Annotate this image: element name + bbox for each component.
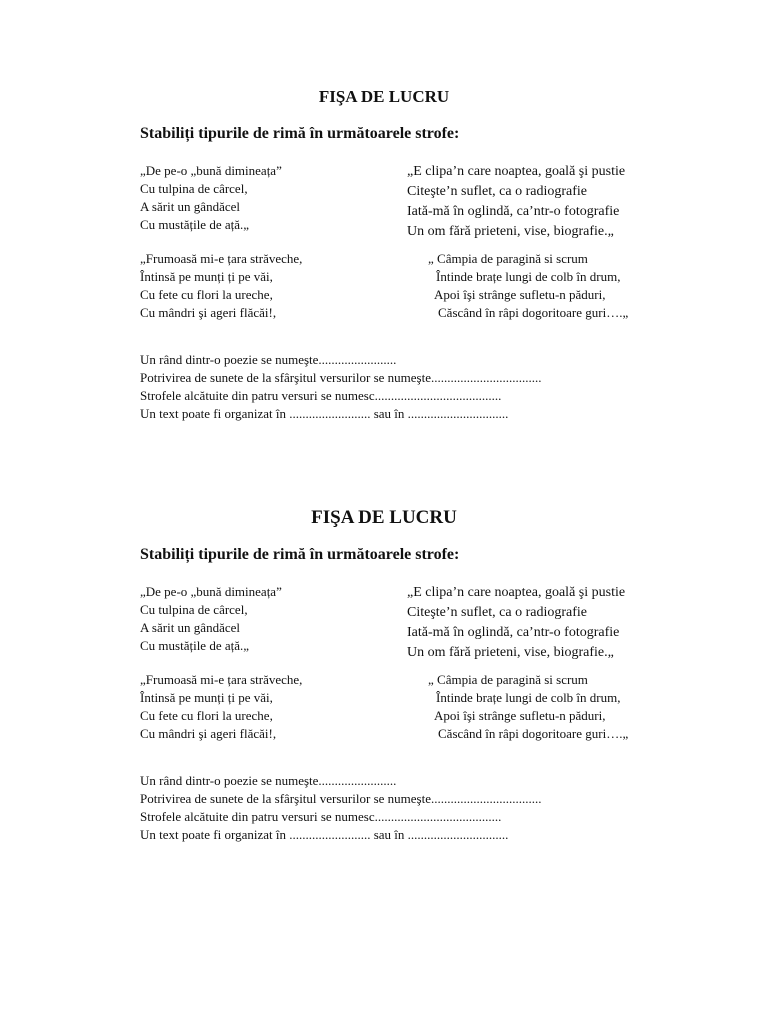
stanza-3 xyxy=(140,250,302,322)
worksheet-title: FIŞA DE LUCRU xyxy=(318,87,450,106)
verse-line: Întinsă pe munți ți pe văi, xyxy=(140,690,273,705)
question-line: Strofele alcătuite din patru versuri se numesc....................................... xyxy=(140,388,502,403)
verse-line: „E clipa’n care noaptea, goală şi pustie xyxy=(407,164,626,179)
worksheet-title: FIŞA DE LUCRU xyxy=(311,507,457,528)
verse-line: Căscând în râpi dogoritoare guri….„ xyxy=(438,305,629,320)
stanza-3 xyxy=(140,671,302,743)
verse-line: Căscând în râpi dogoritoare guri….„ xyxy=(438,726,629,741)
verse-line: Un om fără prieteni, vise, biografie.„ xyxy=(407,645,614,660)
fill-in-questions xyxy=(140,351,541,423)
verse-line: Cu mustățile de ață.„ xyxy=(140,217,250,232)
stanza-1 xyxy=(140,583,282,655)
question-line: Strofele alcătuite din patru versuri se numesc....................................... xyxy=(140,809,502,824)
verse-line: Iată-mă în oglindă, ca’ntr-o fotografie xyxy=(407,204,620,219)
verse-line: „De pe-o „bună dimineața” xyxy=(140,163,282,178)
verse-line: A sărit un gândăcel xyxy=(140,620,240,635)
verse-line: Iată-mă în oglindă, ca’ntr-o fotografie xyxy=(407,625,620,640)
question-line: Un rând dintr-o poezie se numeşte........................ xyxy=(140,352,397,367)
worksheet-instruction: Stabiliți tipurile de rimă în următoarele strofe: xyxy=(140,125,460,142)
verse-line: „De pe-o „bună dimineața” xyxy=(140,584,282,599)
verse-line: Citeşte’n suflet, ca o radiografie xyxy=(407,184,587,199)
stanza-2 xyxy=(407,583,625,663)
verse-line: Cu mustățile de ață.„ xyxy=(140,638,250,653)
verse-line: Cu tulpina de cârcel, xyxy=(140,602,248,617)
verse-line: Cu tulpina de cârcel, xyxy=(140,181,248,196)
verse-line: Apoi îşi strânge sufletu-n păduri, xyxy=(434,708,606,723)
stanza-4 xyxy=(428,250,628,322)
worksheet-2 xyxy=(0,507,768,927)
verse-line: Întinde brațe lungi de colb în drum, xyxy=(436,269,621,284)
verse-line: Citeşte’n suflet, ca o radiografie xyxy=(407,605,587,620)
verse-line: Un om fără prieteni, vise, biografie.„ xyxy=(407,224,614,239)
question-line: Potrivirea de sunete de la sfârşitul versurilor se numeşte.................................. xyxy=(140,791,542,806)
verse-line: „Frumoasă mi-e țara străveche, xyxy=(140,251,303,266)
worksheet-instruction: Stabiliți tipurile de rimă în următoarele strofe: xyxy=(140,546,460,563)
verse-line: Întinsă pe munți ți pe văi, xyxy=(140,269,273,284)
verse-line: Cu fete cu flori la ureche, xyxy=(140,287,273,302)
question-line: Potrivirea de sunete de la sfârşitul versurilor se numeşte.................................. xyxy=(140,370,542,385)
verse-line: A sărit un gândăcel xyxy=(140,199,240,214)
verse-line: „ Câmpia de paragină si scrum xyxy=(428,251,588,266)
stanza-1 xyxy=(140,162,282,234)
verse-line: Apoi îşi strânge sufletu-n păduri, xyxy=(434,287,606,302)
fill-in-questions xyxy=(140,772,541,844)
question-line: Un text poate fi organizat în ......................... sau în ............................... xyxy=(140,406,509,421)
stanza-4 xyxy=(428,671,628,743)
worksheet-1 xyxy=(0,86,768,506)
verse-line: „ Câmpia de paragină si scrum xyxy=(428,672,588,687)
verse-line: „Frumoasă mi-e țara străveche, xyxy=(140,672,303,687)
question-line: Un text poate fi organizat în ......................... sau în ............................... xyxy=(140,827,509,842)
verse-line: Întinde brațe lungi de colb în drum, xyxy=(436,690,621,705)
verse-line: Cu mândri şi ageri flăcăi!, xyxy=(140,726,277,741)
verse-line: Cu fete cu flori la ureche, xyxy=(140,708,273,723)
verse-line: „E clipa’n care noaptea, goală şi pustie xyxy=(407,585,626,600)
verse-line: Cu mândri şi ageri flăcăi!, xyxy=(140,305,277,320)
stanza-2 xyxy=(407,162,625,242)
question-line: Un rând dintr-o poezie se numeşte........................ xyxy=(140,773,397,788)
